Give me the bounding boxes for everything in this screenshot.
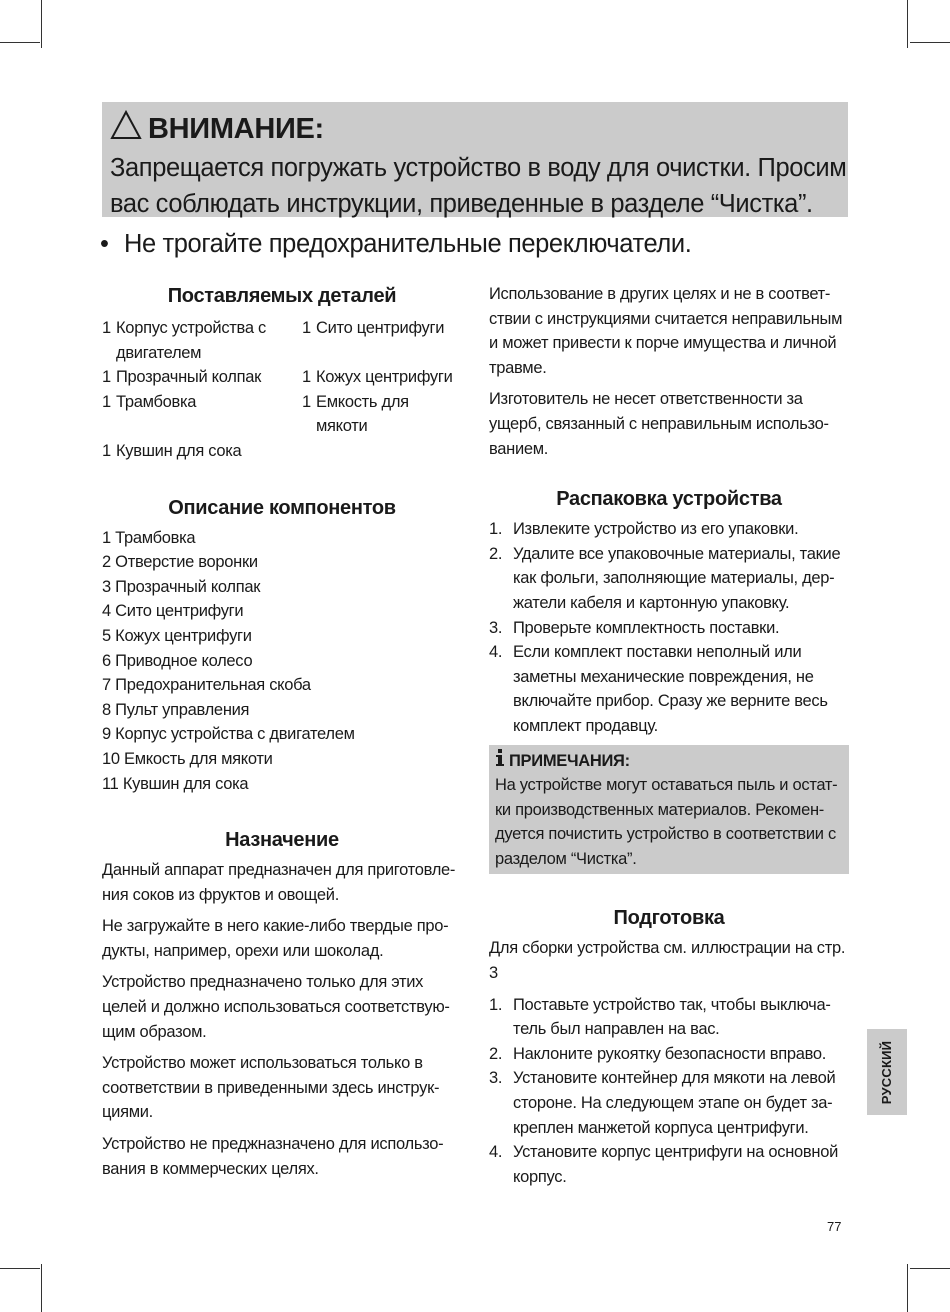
list-item: 1. Поставьте устройство так, чтобы выключа-тель был направлен на вас. [489,995,831,1039]
list-item: 2 Отверстие воронки [102,553,258,572]
part-item: 1 Сито центрифуги [302,319,445,337]
page-number: 77 [827,1219,842,1234]
crop-mark [0,1268,40,1269]
warning-line-1: Запрещается погружать устройство в воду для очистки. Просим [110,154,847,182]
warning-line-2: вас соблюдать инструкции, приведенные в разделе “Чистка”. [110,190,813,218]
unpacking-steps [489,517,849,738]
note-title-row [495,749,843,774]
preparation-heading: Подготовка [613,907,725,930]
components-heading: Описание компонентов [168,496,396,519]
crop-mark [910,42,950,43]
safety-bullet-text: Не трогайте предохранительные переключатели. [124,230,692,258]
part-item: 1 Кожух центрифуги [302,368,453,387]
list-item: 7 Предохранительная скоба [102,676,311,695]
list-item: 4 Сито центрифуги [102,602,244,621]
crop-mark [907,0,908,48]
paragraph: Данный аппарат предназначен для приготовле-ния соков из фруктов и овощей. [102,861,456,904]
unpacking-heading: Распаковка устройства [556,488,782,511]
list-item: 5 Кожух центрифуги [102,626,252,645]
note-text: На устройстве могут оставаться пыль и остат-ки производственных материалов. Рекомен-дуется почистить устройство в соответствии с разделом “Чистка”. [495,776,838,868]
list-item: 6 Приводное колесо [102,651,253,670]
misuse-text [489,282,849,461]
preparation-intro: Для сборки устройства см. иллюстрации на стр. 3 [489,939,846,983]
crop-mark [41,0,42,48]
crop-mark [910,1268,950,1269]
warning-text [110,150,848,222]
list-item: 4. Если комплект поставки неполный или заметны механические повреждения, не включайте прибор. Сразу же верните весь комплект продавцу. [489,643,828,735]
part-item: 1 Трамбовка [102,392,197,411]
note-title: ПРИМЕЧАНИЯ: [509,751,630,770]
left-column [102,282,462,1181]
safety-bullet [100,226,860,262]
purpose-heading: Назначение [225,829,339,852]
paragraph: Устройство может использоваться только в соответствии в приведенными здесь инструк-циями. [102,1054,440,1122]
list-item: 9 Корпус устройства с двигателем [102,725,355,744]
warning-title-row [110,110,848,148]
warning-title: ВНИМАНИЕ: [148,113,324,145]
part-item: 1 Кувшин для сока [102,441,242,460]
paragraph: Не загружайте в него какие-либо твердые про-дукты, например, орехи или шоколад. [102,917,449,960]
list-item: 1 Трамбовка [102,528,196,547]
list-item: 3. Установите контейнер для мякоти на левой стороне. На следующем этапе он будет за-креплен манжетой корпуса центрифуги. [489,1069,836,1137]
part-item: 1 Емкость для мякоти [302,392,409,436]
part-item: 1 Прозрачный колпак [102,368,262,387]
preparation-steps [489,993,849,1190]
list-item: 3 Прозрачный колпак [102,577,261,596]
language-tab-label: РУССКИЙ [879,1040,895,1104]
crop-mark [41,1264,42,1312]
list-item: 10 Емкость для мякоти [102,749,273,768]
paragraph: Устройство предназначено только для этих целей и должно использоваться соответствую-щим образом. [102,973,450,1041]
list-item: 8 Пульт управления [102,700,250,719]
paragraph: Изготовитель не несет ответственности за ущерб, связанный с неправильным использо-ванием. [489,390,829,458]
bullet-dot: • [100,230,109,258]
paragraph: Использование в других целях и не в соответ-ствии с инструкциями считается неправильным и может привести к порче имущества и личной травме. [489,285,843,377]
warning-triangle-icon [110,110,142,148]
paragraph: Устройство не преджназначено для использо-вания в коммерческих целях. [102,1135,444,1178]
supplied-parts-grid [102,316,462,464]
purpose-text [102,858,462,1181]
components-list [102,526,462,797]
crop-mark [0,42,40,43]
info-icon [495,749,505,774]
list-item: 4. Установите корпус центрифуги на основной корпус. [489,1143,838,1186]
crop-mark [907,1264,908,1312]
language-tab [867,1029,907,1115]
warning-box [102,102,848,217]
right-column [489,282,849,1189]
list-item: 11 Кувшин для сока [102,774,249,793]
part-item: 1 Корпус устройства с двигателем [102,319,266,362]
note-box [489,745,849,875]
list-item: 2. Удалите все упаковочные материалы, такие как фольги, заполняющие материалы, дер-жатели кабеля и картонную упаковку. [489,544,841,612]
list-item: 3. Проверьте комплектность поставки. [489,618,780,637]
list-item: 2. Наклоните рукоятку безопасности вправо. [489,1044,827,1063]
list-item: 1. Извлеките устройство из его упаковки. [489,520,799,539]
supplied-parts-heading: Поставляемых деталей [167,285,397,307]
